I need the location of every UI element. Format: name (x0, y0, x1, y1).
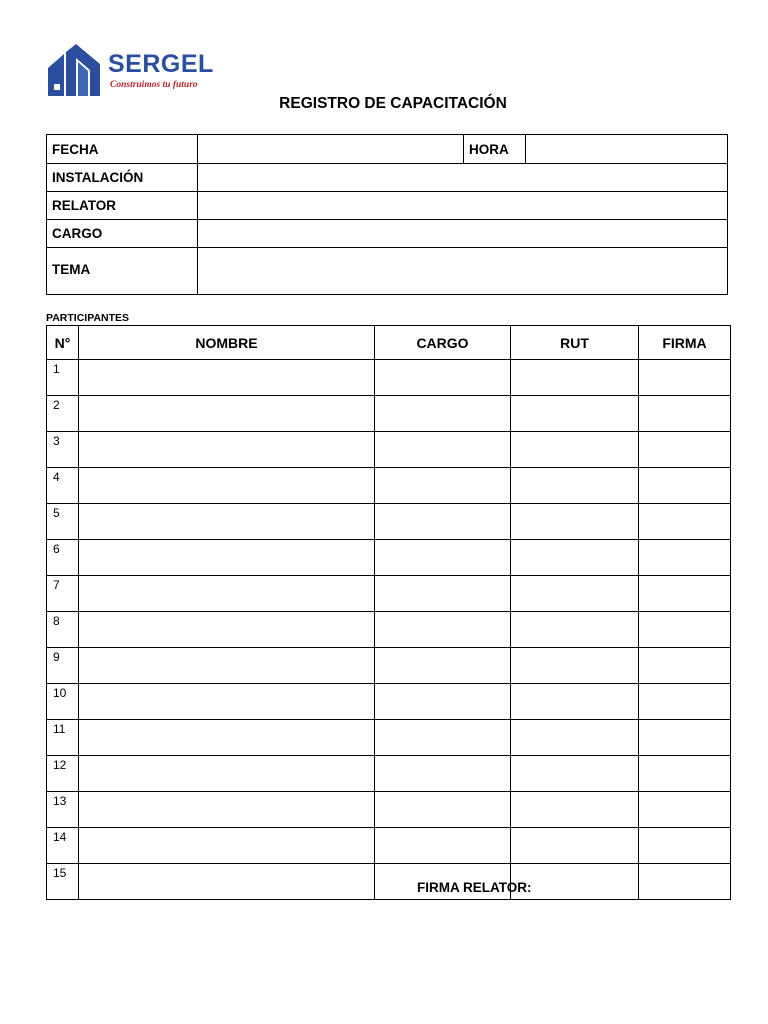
nombre-cell[interactable] (79, 792, 375, 828)
cargo-cell[interactable] (375, 792, 511, 828)
participant-row (47, 720, 731, 756)
tema-label: TEMA (47, 248, 198, 295)
firma-cell[interactable] (639, 684, 731, 720)
cargo-cell[interactable] (375, 360, 511, 396)
row-number: 9 (47, 648, 79, 684)
firma-cell[interactable] (639, 720, 731, 756)
participant-row (47, 576, 731, 612)
tema-field[interactable] (198, 248, 728, 295)
company-logo (46, 44, 228, 96)
cargo-field[interactable] (198, 220, 728, 248)
participant-row (47, 648, 731, 684)
row-number: 5 (47, 504, 79, 540)
row-number: 2 (47, 396, 79, 432)
nombre-cell[interactable] (79, 396, 375, 432)
participant-row (47, 612, 731, 648)
nombre-cell[interactable] (79, 720, 375, 756)
rut-cell[interactable] (511, 432, 639, 468)
participant-row (47, 360, 731, 396)
rut-cell[interactable] (511, 612, 639, 648)
firma-cell[interactable] (639, 432, 731, 468)
cargo-cell[interactable] (375, 756, 511, 792)
nombre-cell[interactable] (79, 468, 375, 504)
hora-label: HORA (464, 135, 526, 164)
row-number: 6 (47, 540, 79, 576)
participant-row (47, 504, 731, 540)
nombre-cell[interactable] (79, 540, 375, 576)
header-cargo: CARGO (375, 326, 511, 360)
nombre-cell[interactable] (79, 684, 375, 720)
participant-row (47, 432, 731, 468)
firma-cell[interactable] (639, 396, 731, 432)
cargo-cell[interactable] (375, 612, 511, 648)
row-number: 11 (47, 720, 79, 756)
row-number: 7 (47, 576, 79, 612)
participants-label: PARTICIPANTES (46, 312, 130, 324)
row-number: 13 (47, 792, 79, 828)
firma-cell[interactable] (639, 648, 731, 684)
cargo-cell[interactable] (375, 684, 511, 720)
cargo-cell[interactable] (375, 396, 511, 432)
firma-cell[interactable] (639, 756, 731, 792)
cargo-cell[interactable] (375, 828, 511, 864)
cargo-cell[interactable] (375, 468, 511, 504)
nombre-cell[interactable] (79, 504, 375, 540)
rut-cell[interactable] (511, 684, 639, 720)
row-number: 10 (47, 684, 79, 720)
row-number: 15 (47, 864, 79, 900)
rut-cell[interactable] (511, 720, 639, 756)
participant-row (47, 396, 731, 432)
fecha-label: FECHA (47, 135, 198, 164)
row-number: 12 (47, 756, 79, 792)
logo-tagline: Construimos tu futuro (110, 80, 198, 90)
firma-cell[interactable] (639, 828, 731, 864)
instalacion-field[interactable] (198, 164, 728, 192)
nombre-cell[interactable] (79, 576, 375, 612)
rut-cell[interactable] (511, 756, 639, 792)
rut-cell[interactable] (511, 360, 639, 396)
relator-field[interactable] (198, 192, 728, 220)
participants-body (47, 360, 731, 900)
cargo-cell[interactable] (375, 432, 511, 468)
nombre-cell[interactable] (79, 360, 375, 396)
firma-cell[interactable] (639, 468, 731, 504)
header-nombre: NOMBRE (79, 326, 375, 360)
cargo-cell[interactable] (375, 504, 511, 540)
nombre-cell[interactable] (79, 612, 375, 648)
rut-cell[interactable] (511, 792, 639, 828)
row-number: 1 (47, 360, 79, 396)
fecha-field[interactable] (198, 135, 464, 164)
rut-cell[interactable] (511, 648, 639, 684)
nombre-cell[interactable] (79, 648, 375, 684)
relator-label: RELATOR (47, 192, 198, 220)
participant-row (47, 540, 731, 576)
row-number: 8 (47, 612, 79, 648)
participants-table (46, 325, 731, 900)
row-number: 3 (47, 432, 79, 468)
rut-cell[interactable] (511, 396, 639, 432)
cargo-cell[interactable] (375, 648, 511, 684)
nombre-cell[interactable] (79, 828, 375, 864)
header-number: N° (47, 326, 79, 360)
cargo-cell[interactable] (375, 540, 511, 576)
participant-row (47, 828, 731, 864)
header-firma: FIRMA (639, 326, 731, 360)
row-number: 4 (47, 468, 79, 504)
participant-row (47, 864, 731, 900)
rut-cell[interactable] (511, 576, 639, 612)
header-rut: RUT (511, 326, 639, 360)
firma-cell[interactable] (639, 576, 731, 612)
nombre-cell[interactable] (79, 432, 375, 468)
firma-cell[interactable] (639, 540, 731, 576)
cargo-label: CARGO (47, 220, 198, 248)
logo-name: SERGEL (108, 50, 214, 78)
house-logo-icon (46, 44, 104, 96)
nombre-cell[interactable] (79, 756, 375, 792)
training-info-table (46, 134, 728, 295)
firma-cell[interactable] (639, 792, 731, 828)
rut-cell[interactable] (511, 468, 639, 504)
rut-cell[interactable] (511, 828, 639, 864)
document-title: REGISTRO DE CAPACITACIÓN (279, 95, 507, 112)
firma-cell[interactable] (639, 864, 731, 900)
rut-cell[interactable] (511, 504, 639, 540)
instalacion-label: INSTALACIÓN (47, 164, 198, 192)
cargo-cell[interactable] (375, 720, 511, 756)
row-number: 14 (47, 828, 79, 864)
firma-cell[interactable] (639, 504, 731, 540)
rut-cell[interactable] (511, 540, 639, 576)
participant-row (47, 792, 731, 828)
participant-row (47, 684, 731, 720)
cargo-cell[interactable] (375, 576, 511, 612)
firma-relator-label: FIRMA RELATOR: (417, 880, 532, 895)
hora-field[interactable] (526, 135, 728, 164)
participant-row (47, 756, 731, 792)
nombre-cell[interactable] (79, 864, 375, 900)
firma-cell[interactable] (639, 360, 731, 396)
firma-cell[interactable] (639, 612, 731, 648)
participant-row (47, 468, 731, 504)
